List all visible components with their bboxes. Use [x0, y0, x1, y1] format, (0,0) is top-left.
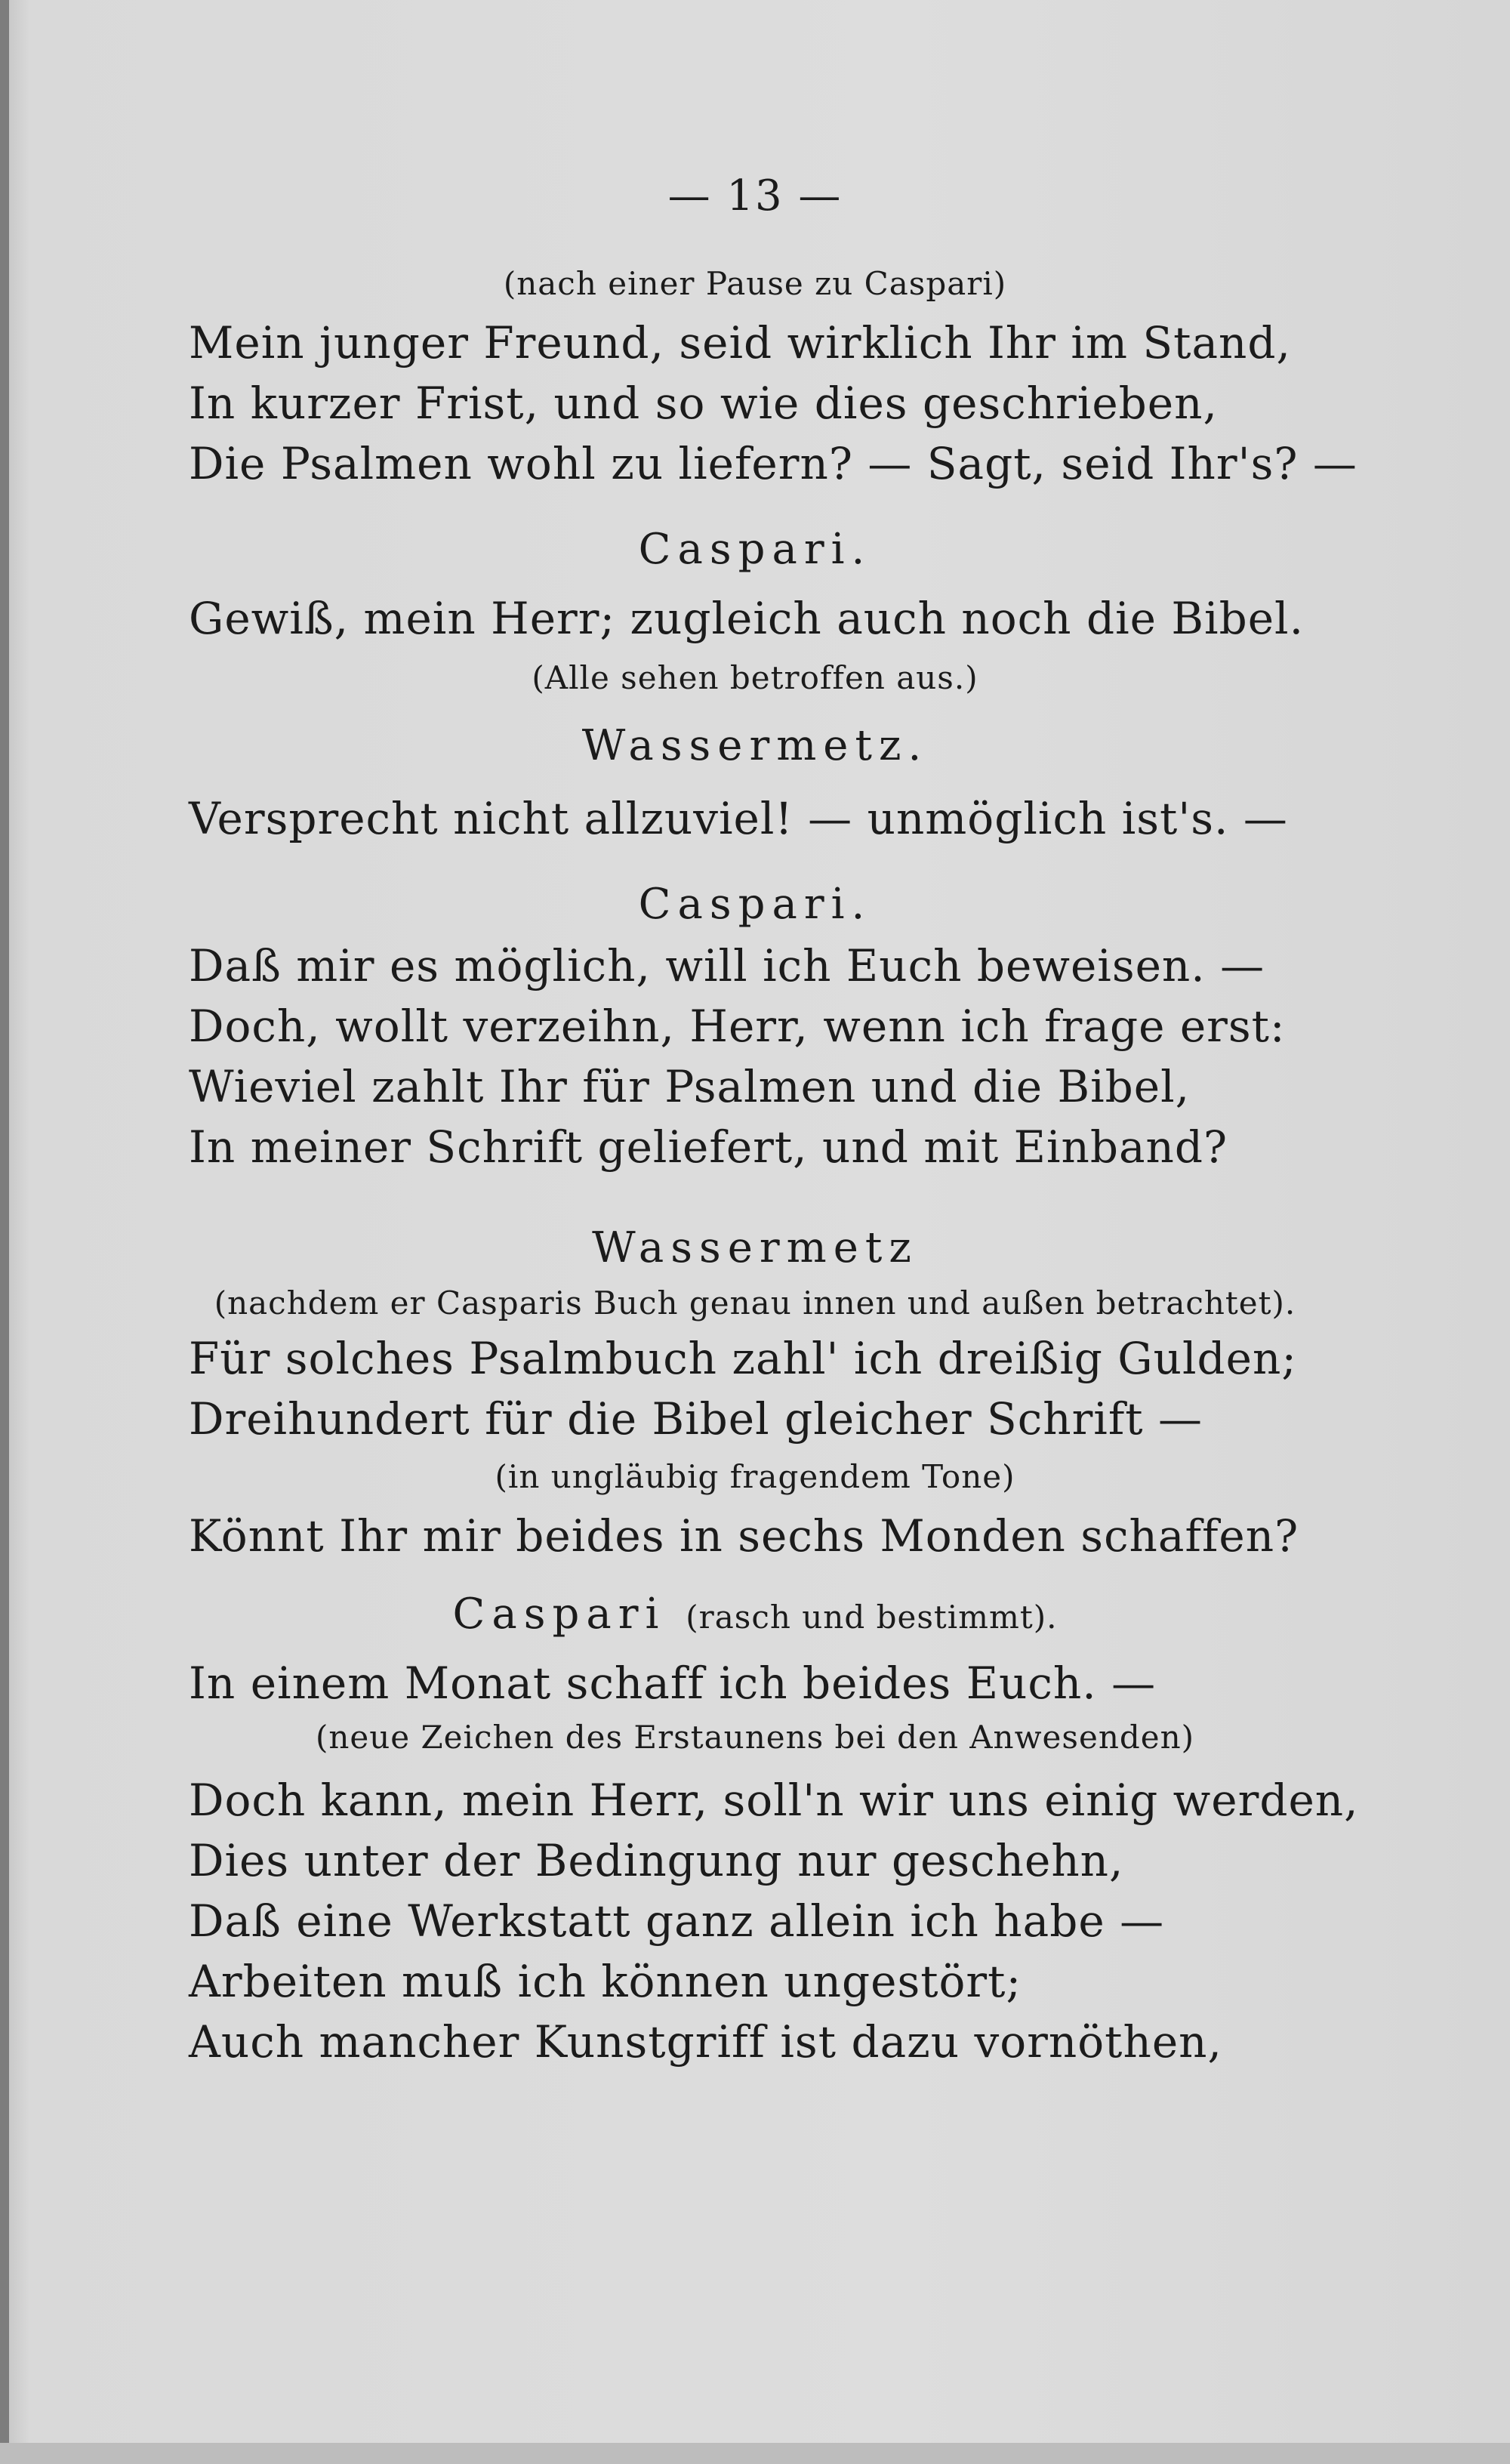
speaker-name: Caspari.: [638, 880, 872, 929]
page-number: — 13 —: [667, 171, 843, 220]
verse-line: Daß eine Werkstatt ganz allein ich habe —: [189, 1895, 1165, 1947]
verse-line: Wieviel zahlt Ihr für Psalmen und die Bibel,: [189, 1061, 1191, 1112]
verse-line: Die Psalmen wohl zu liefern? — Sagt, seid Ihr's? —: [189, 438, 1357, 489]
verse-line: Mein junger Freund, seid wirklich Ihr im Stand,: [189, 317, 1291, 369]
speaker-line: [452, 1590, 1058, 1639]
stage-direction: (nach einer Pause zu Caspari): [503, 265, 1007, 302]
verse-line: Dreihundert für die Bibel gleicher Schrift —: [189, 1393, 1203, 1445]
stage-direction: (neue Zeichen des Erstaunens bei den Anwesenden): [315, 1719, 1195, 1756]
verse-line: Auch mancher Kunstgriff ist dazu vornöthen,: [189, 2016, 1222, 2068]
scan-bottom-edge: [0, 2443, 1510, 2464]
verse-line: In meiner Schrift geliefert, und mit Einband?: [189, 1121, 1228, 1173]
verse-line: Dies unter der Bedingung nur geschehn,: [189, 1835, 1124, 1886]
verse-line: Versprecht nicht allzuviel! — unmöglich ist's. —: [189, 793, 1288, 844]
stage-direction: (nachdem er Casparis Buch genau innen und außen betrachtet).: [214, 1284, 1296, 1321]
stage-direction: (Alle sehen betroffen aus.): [532, 659, 978, 696]
stage-direction: (in ungläubig fragendem Tone): [495, 1458, 1015, 1495]
verse-line: Gewiß, mein Herr; zugleich auch noch die Bibel.: [189, 593, 1305, 644]
verse-line: Daß mir es möglich, will ich Euch beweisen. —: [189, 940, 1265, 991]
verse-line: In einem Monat schaff ich beides Euch. —: [189, 1658, 1157, 1709]
speaker-name: Caspari: [452, 1590, 666, 1639]
verse-line: Doch kann, mein Herr, soll'n wir uns einig werden,: [189, 1775, 1359, 1826]
speaker-name: Wassermetz.: [581, 721, 929, 770]
verse-line: Doch, wollt verzeihn, Herr, wenn ich frage erst:: [189, 1001, 1286, 1052]
verse-line: Für solches Psalmbuch zahl' ich dreißig Gulden;: [189, 1333, 1297, 1384]
speaker-name: Wassermetz: [592, 1223, 918, 1272]
speaker-stage-direction: (rasch und bestimmt).: [686, 1599, 1058, 1636]
verse-line: Arbeiten muß ich können ungestört;: [189, 1956, 1022, 2007]
verse-line: In kurzer Frist, und so wie dies geschrieben,: [189, 378, 1218, 429]
speaker-name: Caspari.: [638, 525, 872, 574]
binding-edge: [0, 0, 9, 2464]
verse-line: Könnt Ihr mir beides in sechs Monden schaffen?: [189, 1510, 1299, 1562]
